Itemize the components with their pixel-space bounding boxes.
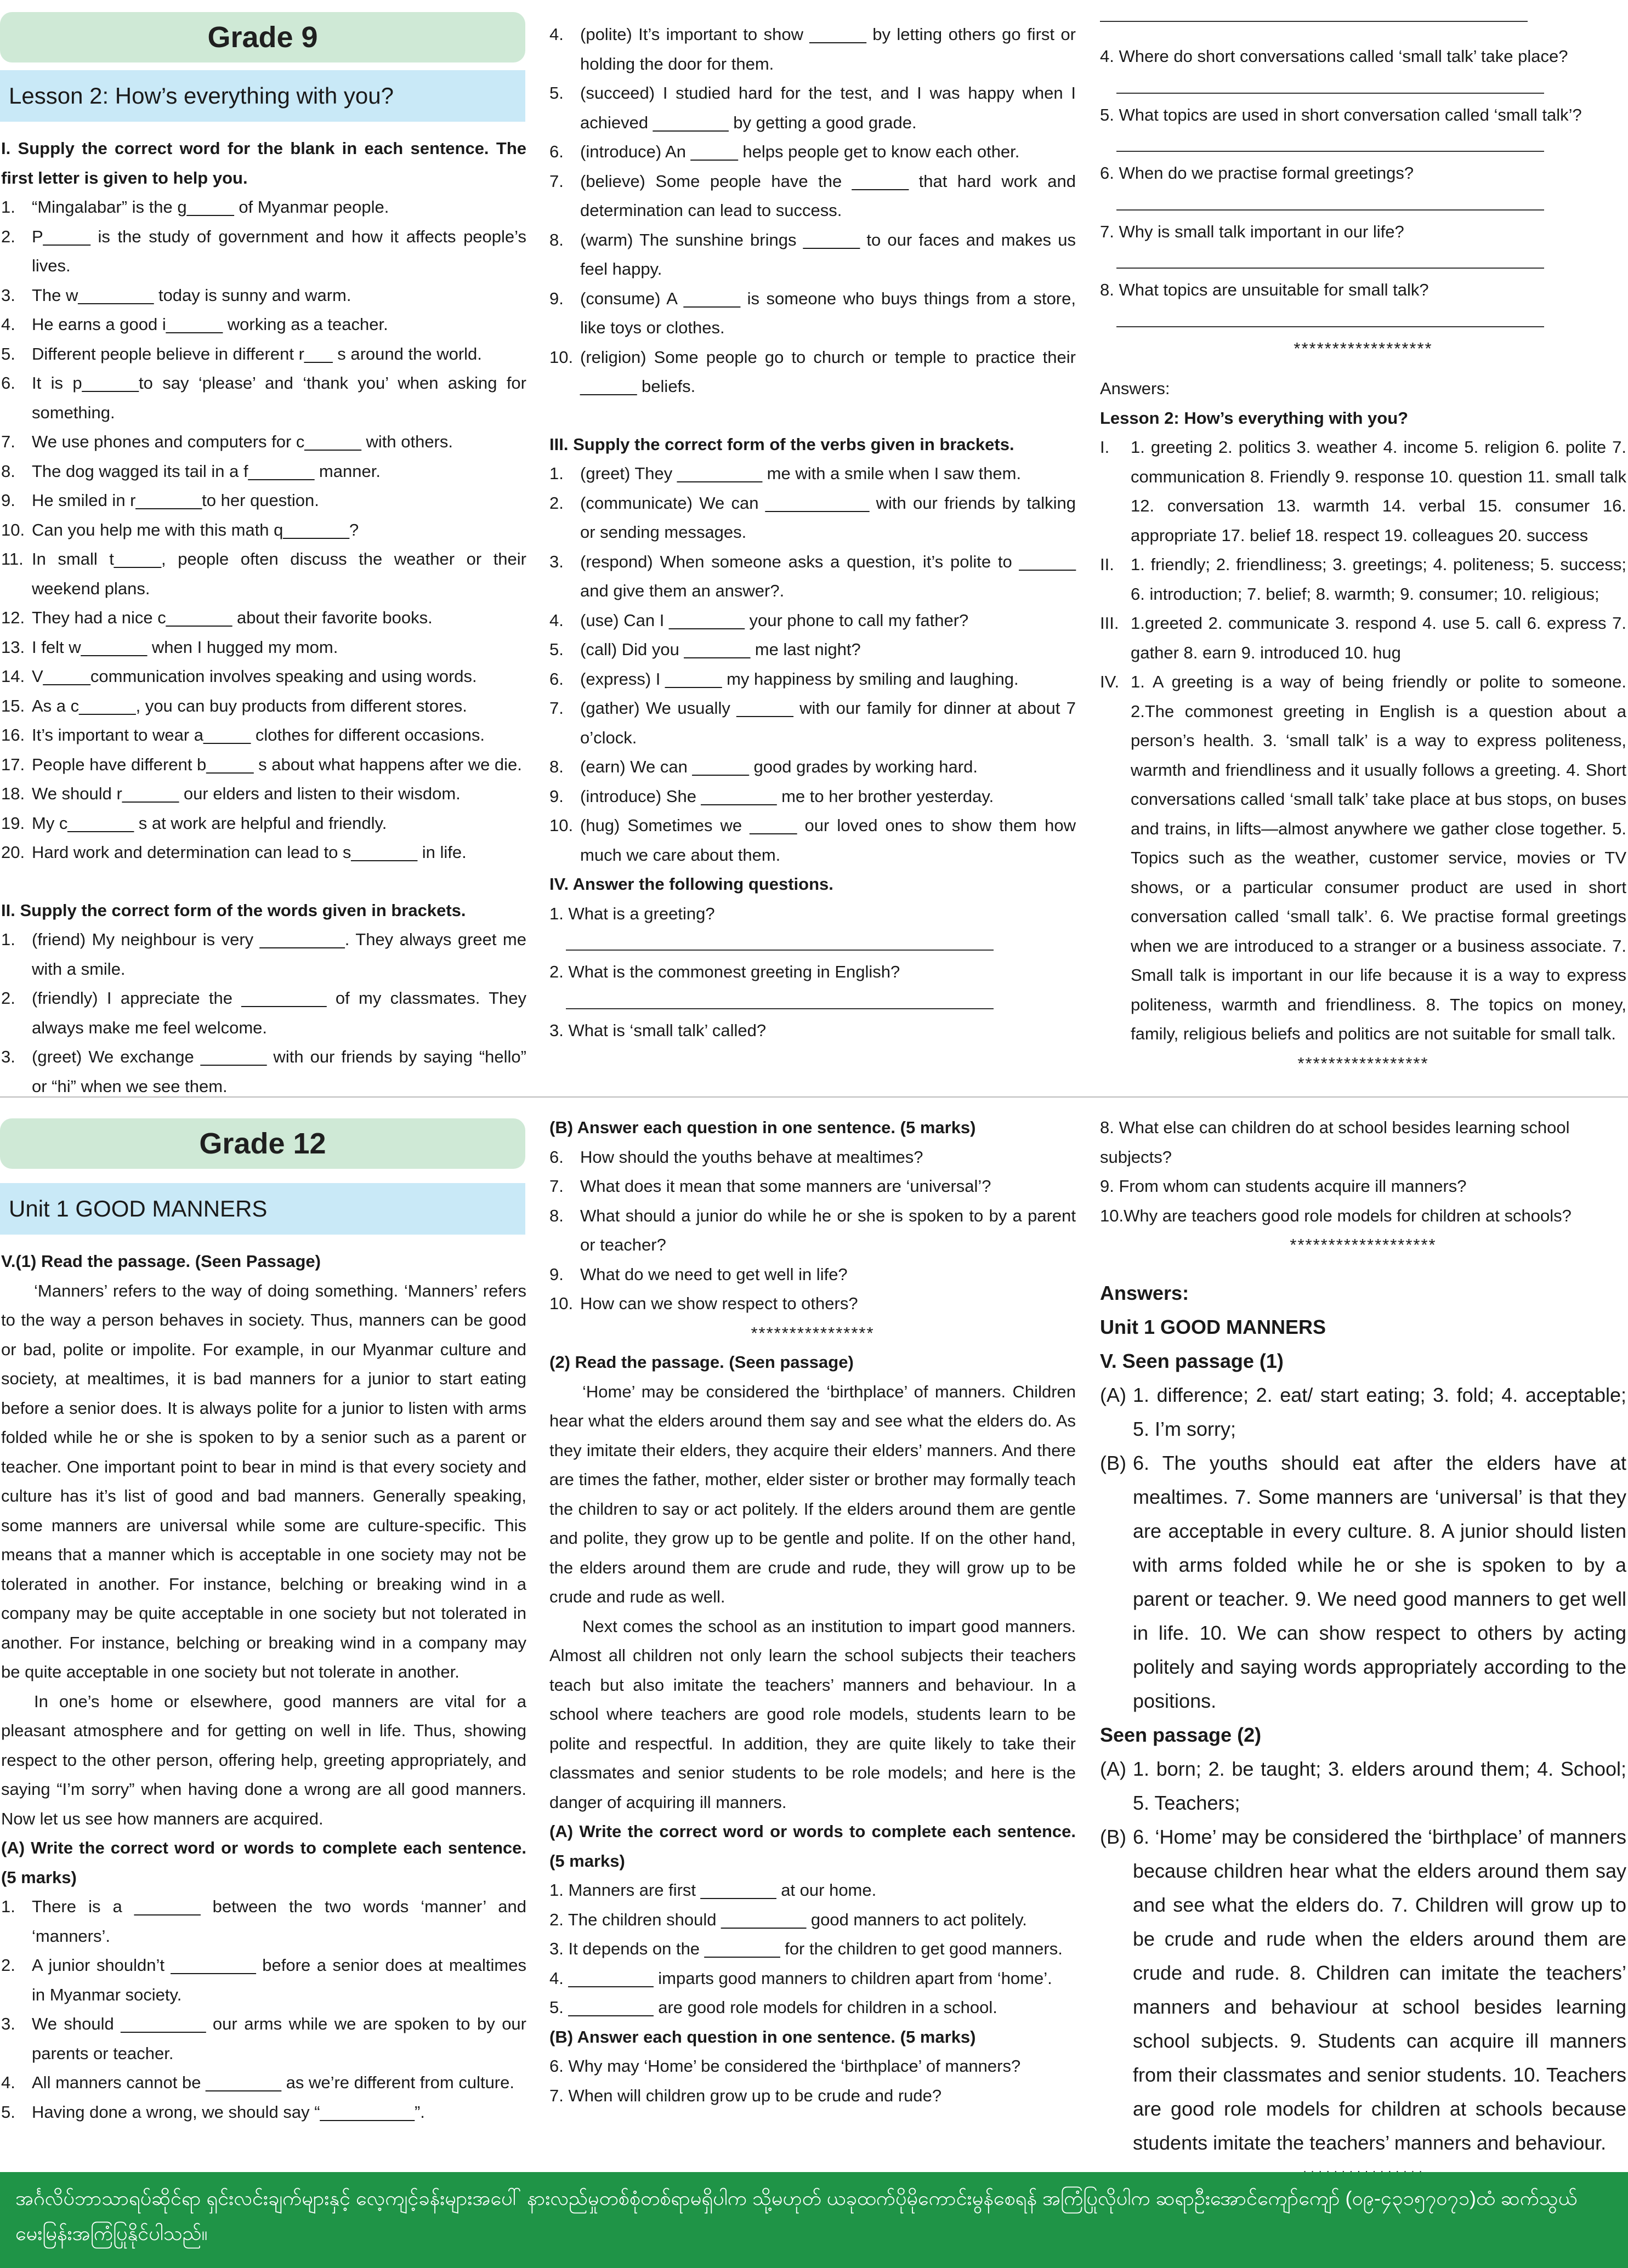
numbered-item: 4. He earns a good i______ working as a teacher.: [1, 315, 388, 334]
numbered-item: 18. We should r______ our elders and listen to their wisdom.: [1, 784, 461, 803]
stars-divider-end: *****************: [1297, 1053, 1429, 1073]
numbered-item: 7. (gather) We usually ______ with our family for dinner at about 7 o’clock.: [549, 698, 1076, 747]
numbered-item: 10. Can you help me with this math q_______?: [1, 520, 359, 539]
numbered-item: 11. In small t_____, people often discuss the weather or their weekend plans.: [1, 549, 526, 598]
answer-line[interactable]: [1116, 310, 1544, 327]
question-item: 6. When do we practise formal greetings?: [1100, 163, 1414, 183]
question-item: 4. Where do short conversations called ‘small talk’ take place?: [1100, 47, 1568, 66]
numbered-item: 7. (believe) Some people have the ______ that hard work and determination can lead to success.: [549, 171, 1076, 220]
g12-answer-1b: (B) 6. The youths should eat after the elders have at mealtimes. 7. Some manners are ‘universal’ is that they are acceptable in every culture. 8. A junior should listen with arms folded while he or she is spoken to by a parent or teacher. 9. We need good manners to get well in life. 10. We can show respect to others by acting politely and saying words appropriately according to the positions.: [1100, 1451, 1626, 1712]
g12-answers-label: Answers:: [1100, 1281, 1189, 1304]
grade9-col3: [1100, 20, 1626, 1078]
g12-seen-passage-1: V. Seen passage (1): [1100, 1349, 1284, 1372]
grade12-badge: Grade 12: [0, 1118, 525, 1169]
numbered-item: 6. (express) I ______ my happiness by smiling and laughing.: [549, 669, 1019, 689]
numbered-item: 3. (greet) We exchange _______ with our friends by saying “hello” or “hi” when we see them.: [1, 1047, 526, 1096]
sec3-title: III. Supply the correct form of the verbs given in brackets.: [549, 434, 1014, 454]
answer-block-3: III. 1.greeted 2. communicate 3. respond 4. use 5. call 6. express 7. gather 8. earn 9. introduced 10. hug: [1100, 613, 1626, 662]
numbered-item: 17. People have different b_____ s about what happens after we die.: [1, 754, 522, 774]
passage1-para2: In one’s home or elsewhere, good manners are vital for a pleasant atmosphere and for getting on well in life. Thus, showing respect to the other person, offering help, greeting appropriately, and saying “I’m sorry” when having done a wrong are all good manners. Now let us see how manners are acquired.: [1, 1691, 526, 1828]
grade12-col2: [549, 1113, 1076, 2110]
list-item: 1. Manners are first ________ at our home.: [549, 1880, 877, 1900]
list-item: 8. What else can children do at school besides learning school subjects?: [1100, 1118, 1570, 1167]
passage2-para1: ‘Home’ may be considered the ‘birthplace’ of manners. Children hear what the elders around them say and see what the elders do. As they imitate their elders, they acquire their elders’ manners. And there are times the father, mother, elder sister or brother may formally teach the children to say or act politely. If the elders around them are gentle and polite, they grow up to be gentle and polite. If on the other hand, the elders around them are crude and rude, they will grow up to be crude and rude as well.: [549, 1382, 1076, 1606]
numbered-item: 10. (religion) Some people go to church or temple to practice their ______ beliefs.: [549, 347, 1076, 396]
numbered-item: 8. (earn) We can ______ good grades by working hard.: [549, 757, 978, 776]
list-item: 10.Why are teachers good role models for children at schools?: [1100, 1206, 1572, 1225]
answer-line[interactable]: [1116, 76, 1544, 94]
numbered-item: 5. (call) Did you _______ me last night?: [549, 640, 861, 659]
answers-lesson-title: Lesson 2: How’s everything with you?: [1100, 408, 1409, 428]
passage2-b-list-continued: [1100, 1113, 1626, 1230]
numbered-item: 6. How should the youths behave at mealtimes?: [549, 1147, 923, 1167]
passage2-b-title: (B) Answer each question in one sentence. (5 marks): [549, 2027, 976, 2047]
passage1-a-list: [1, 1892, 526, 2127]
passage2-a-list: [549, 1875, 1076, 2022]
passage2-para2: Next comes the school as an institution to impart good manners. Almost all children not only learn the school subjects their teachers teach but also imitate the teachers’ manners and behaviour. In a school where teachers are good role models, students learn to be polite and respectful. In addition, they are quite likely to take their classmates and senior students to be role models; and here is the danger of acquiring ill manners.: [549, 1616, 1076, 1812]
numbered-item: 8. The dog wagged its tail in a f_______ manner.: [1, 461, 381, 481]
numbered-item: 2. A junior shouldn’t _________ before a senior does at mealtimes in Myanmar society.: [1, 1956, 526, 2004]
sec1-title: I. Supply the correct word for the blank in each sentence. The first letter is given to help you.: [1, 139, 526, 187]
numbered-item: 3. (respond) When someone asks a question, it’s polite to ______ and give them an answer?.: [549, 552, 1076, 600]
g12-answer-2a: (A) 1. born; 2. be taught; 3. elders around them; 4. School; 5. Teachers;: [1100, 1757, 1626, 1814]
answer-block-1: I. 1. greeting 2. politics 3. weather 4. income 5. religion 6. polite 7. communication 8. Friendly 9. response 10. question 11. small talk 12. conversation 13. warmth 14. verbal 15. consumer 16. appropriate 17. belief 18. respect 19. colleagues 20. success: [1100, 437, 1626, 545]
grade12-unit-title: Unit 1 GOOD MANNERS: [0, 1183, 525, 1235]
answer-line[interactable]: [566, 933, 994, 951]
list-item: 9. From whom can students acquire ill manners?: [1100, 1176, 1467, 1196]
list-item: 7. When will children grow up to be crude and rude?: [549, 2085, 942, 2105]
numbered-item: 8. (warm) The sunshine brings ______ to our faces and makes us feel happy.: [549, 230, 1076, 278]
numbered-item: 1. “Mingalabar” is the g_____ of Myanmar people.: [1, 197, 389, 217]
question-item: 3. What is ‘small talk’ called?: [549, 1020, 767, 1040]
list-item: 5. _________ are good role models for children in a school.: [549, 1998, 997, 2017]
numbered-item: 13. I felt w_______ when I hugged my mom.: [1, 637, 338, 657]
stars-divider-right: *******************: [1290, 1235, 1437, 1254]
question-item: 7. Why is small talk important in our life?: [1100, 221, 1404, 241]
section-divider: [0, 1096, 1628, 1098]
answer-line[interactable]: [566, 992, 994, 1009]
numbered-item: 7. We use phones and computers for c______ with others.: [1, 432, 453, 451]
numbered-item: 14. V_____communication involves speaking and using words.: [1, 667, 477, 686]
stars-divider: ******************: [1294, 338, 1433, 358]
list-item: 3. It depends on the ________ for the children to get good manners.: [549, 1939, 1063, 1958]
numbered-item: 15. As a c______, you can buy products from different stores.: [1, 696, 467, 715]
sec3-list: [549, 459, 1076, 869]
numbered-item: 1. There is a _______ between the two words ‘manner’ and ‘manners’.: [1, 1897, 526, 1946]
grade9-col2: [549, 20, 1076, 1045]
g12-answers-unit: Unit 1 GOOD MANNERS: [1100, 1315, 1326, 1338]
numbered-item: 16. It’s important to wear a_____ clothes for different occasions.: [1, 725, 485, 744]
numbered-item: 3. We should _________ our arms while we are spoken to by our parents or teacher.: [1, 2014, 526, 2063]
numbered-item: 5. Different people believe in different r___ s around the world.: [1, 344, 482, 363]
numbered-item: 2. (communicate) We can ___________ with our friends by talking or sending messages.: [549, 493, 1076, 542]
answers-label: Answers:: [1100, 379, 1170, 398]
grade12-col3: [1100, 1113, 1626, 2194]
numbered-item: 9. He smiled in r_______to her question.: [1, 491, 319, 510]
numbered-item: 6. (introduce) An _____ helps people get to know each other.: [549, 142, 1020, 161]
numbered-item: 4. (polite) It’s important to show ______ by letting others go first or holding the door for them.: [549, 25, 1076, 73]
passage1-b-title: (B) Answer each question in one sentence. (5 marks): [549, 1118, 976, 1137]
numbered-item: 9. (introduce) She ________ me to her brother yesterday.: [549, 786, 994, 806]
numbered-item: 20. Hard work and determination can lead to s_______ in life.: [1, 843, 467, 862]
footer-text: အင်္ဂလိပ်ဘာသာရပ်ဆိုင်ရာ ရှင်းလင်းချက်များနှင့် လေ့ကျင့်ခန်းများအပေါ် နားလည်မှုတစ်စုံတစ်ရာမရှိပါက သို့မဟုတ် ယခုထက်ပိုမိုကောင်းမွန်စေရန် အကြံပြုလိုပါက ဆရာဦးအောင်ကျော်ကျော် (၀၉-၄၃၁၅၇၀၇၁)ထံ ဆက်သွယ်မေးမြန်းအကြံပြုနိုင်ပါသည်။: [15, 2187, 1578, 2244]
numbered-item: 2. (friendly) I appreciate the _________ of my classmates. They always make me feel welcome.: [1, 988, 526, 1037]
list-item: 2. The children should _________ good manners to act politely.: [549, 1909, 1027, 1929]
numbered-item: 5. (succeed) I studied hard for the test, and I was happy when I achieved ________ by getting a good grade.: [549, 83, 1076, 132]
passage1-b-list: [549, 1142, 1076, 1318]
question-item: 2. What is the commonest greeting in English?: [549, 962, 900, 981]
numbered-item: 2. P_____ is the study of government and how it affects people’s lives.: [1, 226, 526, 275]
question-item: 5. What topics are used in short conversation called ‘small talk’?: [1100, 105, 1582, 124]
answer-line[interactable]: [1116, 134, 1544, 152]
sec4-title: IV. Answer the following questions.: [549, 874, 833, 894]
question-item: 1. What is a greeting?: [549, 903, 715, 923]
numbered-item: 6. It is p______to say ‘please’ and ‘thank you’ when asking for something.: [1, 373, 526, 422]
grade9-badge: Grade 9: [0, 12, 525, 62]
numbered-item: 10. How can we show respect to others?: [549, 1294, 858, 1313]
stars-divider-mid: ****************: [751, 1323, 875, 1343]
answer-line[interactable]: [1116, 193, 1544, 211]
answer-line[interactable]: [1100, 20, 1528, 22]
grade9-lesson-title: Lesson 2: How’s everything with you?: [0, 70, 525, 122]
numbered-item: 3. The w________ today is sunny and warm.: [1, 285, 351, 305]
numbered-item: 9. What do we need to get well in life?: [549, 1264, 848, 1284]
passage1-title: V.(1) Read the passage. (Seen Passage): [1, 1252, 321, 1271]
list-item: 4. _________ imparts good manners to children apart from ‘home’.: [549, 1968, 1052, 1988]
sec2-title: II. Supply the correct form of the words given in brackets.: [1, 900, 466, 920]
numbered-item: 4. All manners cannot be ________ as we’re different from culture.: [1, 2073, 514, 2092]
numbered-item: 1. (greet) They _________ me with a smile when I saw them.: [549, 464, 1022, 483]
grade12-col1: [1, 1247, 526, 2127]
answer-line[interactable]: [1116, 251, 1544, 269]
g12-answer-1a: (A) 1. difference; 2. eat/ start eating; 3. fold; 4. acceptable; 5. I’m sorry;: [1100, 1383, 1626, 1440]
answer-block-2: II. 1. friendly; 2. friendliness; 3. greetings; 4. politeness; 5. success; 6. introduction; 7. belief; 8. warmth; 9. consumer; 10. religious;: [1100, 555, 1626, 604]
numbered-item: 19. My c_______ s at work are helpful and friendly.: [1, 813, 387, 833]
numbered-item: 4. (use) Can I ________ your phone to call my father?: [549, 610, 969, 630]
g12-seen-passage-2: Seen passage (2): [1100, 1723, 1262, 1746]
question-item: 8. What topics are unsuitable for small talk?: [1100, 280, 1429, 299]
g12-answer-2b: (B) 6. ‘Home’ may be considered the ‘birthplace’ of manners because children hear what the elders around them say and see what the elders do. 7. Children will grow up to be crude and rude when the elders around them are crude and rude. 8. Children can imitate the teachers’ manners and behaviour at school besides learning school subjects. 9. Students can acquire ill manners from their classmates and senior students. 10. Teachers are good role models for children at schools because students imitate the teachers’ manners and behaviour.: [1100, 1825, 1626, 2154]
list-item: 6. Why may ‘Home’ be considered the ‘birthplace’ of manners?: [549, 2056, 1021, 2076]
passage2-a-title: (A) Write the correct word or words to complete each sentence. (5 marks): [549, 1822, 1076, 1871]
numbered-item: 5. Having done a wrong, we should say “__________”.: [1, 2102, 425, 2122]
passage2-b-list: [549, 2051, 1076, 2110]
numbered-item: 7. What does it mean that some manners are ‘universal’?: [549, 1176, 991, 1196]
passage2-title: (2) Read the passage. (Seen passage): [549, 1352, 854, 1372]
numbered-item: 12. They had a nice c_______ about their favorite books.: [1, 608, 433, 627]
sec4-questions-continued: [1100, 42, 1626, 334]
numbered-item: 8. What should a junior do while he or she is spoken to by a parent or teacher?: [549, 1206, 1076, 1254]
sec1-list: [1, 192, 526, 867]
grade9-col1: [1, 134, 526, 1101]
footer-contact-banner: [0, 2172, 1628, 2268]
passage1-para1: ‘Manners’ refers to the way of doing something. ‘Manners’ refers to the way a person behaves in society. Thus, manners can be good or bad, polite or impolite. For example, in our Myanmar culture and society, at mealtimes, it is bad manners for a junior to start eating before a senior does. It is always polite for a junior to listen with arms folded while he or she is spoken to by a senior such as a parent or teacher. One important point to bear in mind is that every society and culture has it’s list of good and bad manners. Generally speaking, some manners are universal while some are culture-specific. This means that a manner which is acceptable in one society may not be tolerated in another. For instance, belching or breaking wind in a company may be quite acceptable in one society but not tolerated in another. For instance, belching or breaking wind in a company may be quite acceptable in one society but not tolerate in another.: [1, 1281, 526, 1681]
numbered-item: 1. (friend) My neighbour is very _________. They always greet me with a smile.: [1, 930, 526, 979]
answer-block-4: IV. 1. A greeting is a way of being friendly or polite to someone. 2.The commonest greeting in English is a question about a person’s health. 3. ‘small talk’ is a way to express politeness, warmth and friendliness and it usually follows a greeting. 4. Short conversations called ‘small talk’ take place at bus stops, on buses and trains, in lifts—almost anywhere we gather close together. 5. Topics such as the weather, customer service, movies or TV shows, or a particular consumer product are used in short conversation called ‘small talk’. 6. We practise formal greetings when we are introduced to a stranger or a business associate. 7. Small talk is important in our life because it is a way to express politeness, warmth and friendliness. 8. The topics on money, family, religious beliefs and politics are not suitable for small talk.: [1100, 672, 1626, 1043]
numbered-item: 9. (consume) A ______ is someone who buys things from a store, like toys or clothes.: [549, 288, 1076, 337]
passage1-a-title: (A) Write the correct word or words to complete each sentence. (5 marks): [1, 1838, 526, 1887]
sec2-list-continued: [549, 20, 1076, 401]
numbered-item: 10. (hug) Sometimes we _____ our loved ones to show them how much we care about them.: [549, 816, 1076, 865]
sec4-questions: [549, 899, 1076, 1045]
sec2-list: [1, 925, 526, 1101]
